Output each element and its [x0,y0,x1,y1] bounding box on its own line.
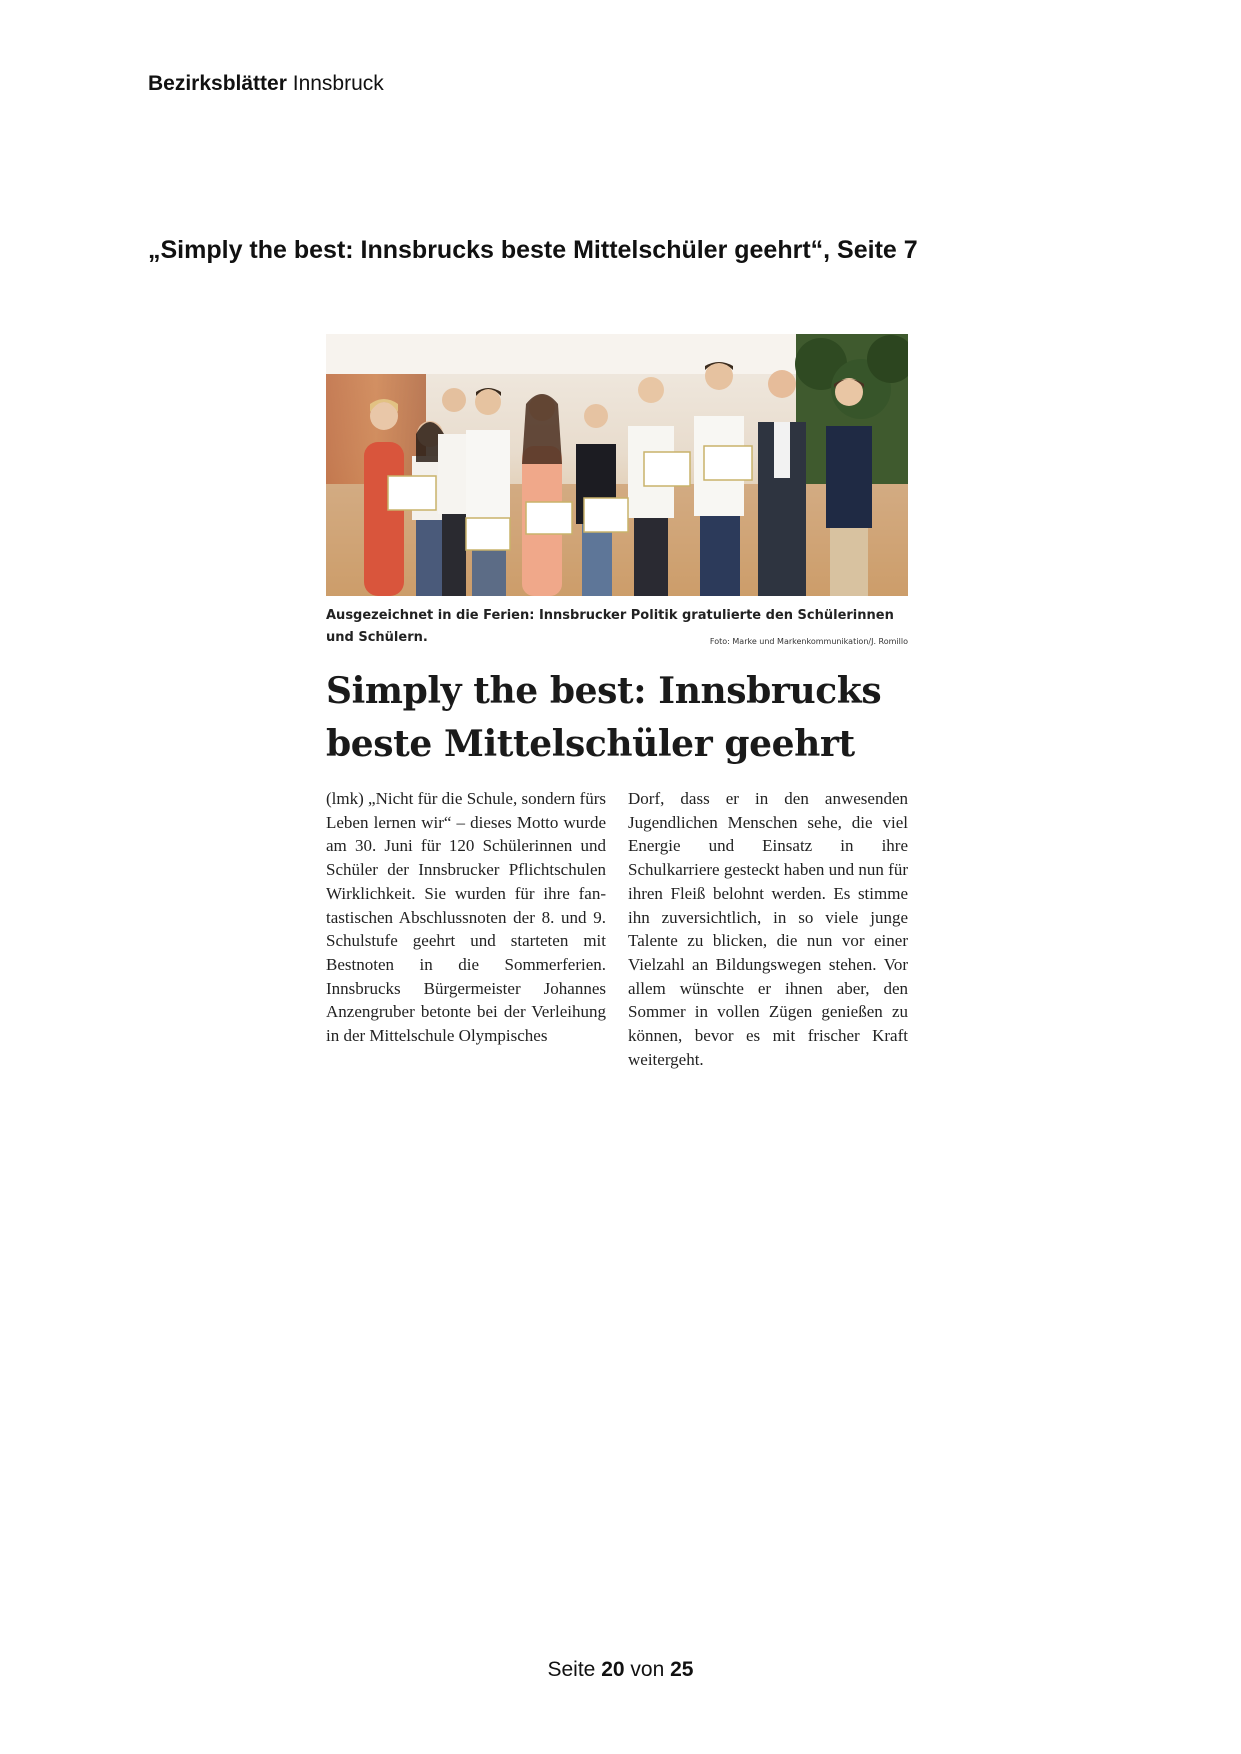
person-5 [522,394,562,596]
total-pages: 25 [670,1658,694,1681]
clipping-title: „Simply the best: Innsbrucks beste Mittelschüler geehrt“, Seite 7 [148,236,918,264]
photo-credit: Foto: Marke und Markenkommunikation/J. Romillo [709,637,908,646]
newspaper-clipping [326,334,908,1071]
article-column-2: Dorf, dass er in den anwesenden Jugendlichen Menschen sehe, die viel Energie und Einsatz in ihre Schulkarriere gesteckt haben und nun für ihren Fleiß belohnt werden. Es stimme ihn zuversichtlich, in so viele junge Talente zu blicken, die nun vor einer Vielzahl an Bildungswegen stehen. Vor allem wünschte er ihnen aber, den Sommer in vollen Zügen genießen zu können, bevor es mit frischer Kraft weitergeht. [628,789,908,1069]
page-separator: von [630,1658,665,1681]
caption-text: Ausgezeichnet in die Ferien: Innsbrucker Politik gratulierte den Schülerinnen und Schülern. [326,608,894,645]
article-photo [326,334,908,596]
page-header [148,72,384,96]
publication-region: Innsbruck [292,72,384,95]
article-column-1: (lmk) „Nicht für die Schule, sondern fürs Leben lernen wir“ – dieses Motto wurde am 30. Juni für 120 Schülerinnen und Schüler der Innsbrucker Pflichtschulen Wirklichkeit. Sie wurden für ihre fantastischen Abschlussnoten der 8. und 9. Schulstufe geehrt und starteten mit Bestnoten in die Sommerferien. Innsbrucks Bürgermeister Johannes Anzengruber betonte bei der Verleihung in der Mittelschule Olympisches [326,789,606,1046]
page-number [0,1658,1241,1682]
publication-name: Bezirksblätter [148,72,287,95]
photo-caption [326,605,908,649]
article-headline [326,665,908,771]
page-label: Seite [547,1658,596,1681]
headline-line-1: Simply the best: Innsbrucks [326,670,882,712]
current-page: 20 [601,1658,625,1681]
article-body [326,787,908,1071]
headline-line-2: beste Mittelschüler geehrt [326,723,855,765]
